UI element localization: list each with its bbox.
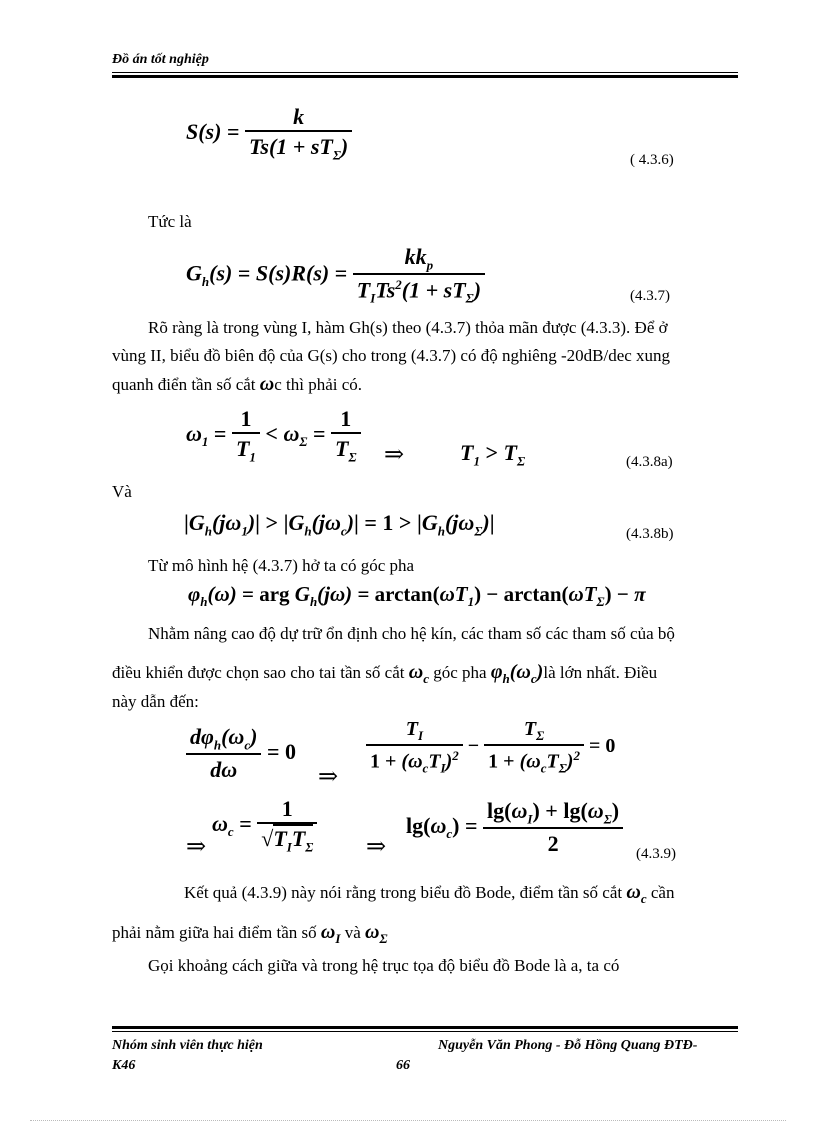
equation-4-3-9-log: $\lg(\omega_c)$ = $\frac{\lg(\omega_I) + \lg(\omega_\Sigma)}{2}$ bbox=[406, 798, 623, 857]
header-rule-thin bbox=[112, 72, 738, 73]
header-title: Đồ án tốt nghiệp bbox=[112, 52, 209, 67]
equation-4-3-9-derivative: $\frac{d\varphi_h(\omega_c)}{d\omega}$ = 0 bbox=[186, 724, 296, 783]
implies-arrow-2: ⇒ bbox=[318, 764, 339, 790]
implies-arrow-4: ⇒ bbox=[366, 834, 387, 860]
equation-4-3-8b: $|G_h(j\omega_1)| > |G_h(j\omega_c)| = 1 > |G_h(j\omega_\Sigma)|$ bbox=[184, 510, 495, 539]
header-rule-thick bbox=[112, 75, 738, 78]
paragraph-3-line-1: Nhằm nâng cao độ dự trữ ổn định cho hệ kín, các tham số các tham số của bộ bbox=[148, 624, 675, 643]
text-tuc-la: Tức là bbox=[148, 212, 192, 231]
footer-rule-thin bbox=[112, 1031, 738, 1032]
equation-4-3-8a: $\omega_1$ = $\frac{1}{T_1}$ < $\omega_\Sigma$ = $\frac{1}{T_\Sigma}$ bbox=[186, 406, 361, 465]
paragraph-5: Gọi khoảng cách giữa và trong hệ trục tọa độ biểu đồ Bode là a, ta có bbox=[148, 956, 620, 975]
equation-4-3-9-condition: $\frac{T_I}{1 + (\omega_cT_I)^2}$ − $\frac{T_\Sigma}{1 + (\omega_cT_\Sigma)^2}$ = 0 bbox=[366, 718, 615, 777]
equation-4-3-7: $G_h(s) = S(s)R(s)$ = $\frac{kk_p}{T_ITs^2(1 + sT_\Sigma)}$ bbox=[186, 244, 485, 307]
eq-number-4-3-8a: (4.3.8a) bbox=[626, 454, 673, 470]
paragraph-3-line-2: điều khiển được chọn sao cho tai tần số cắt $\omega_c$ góc pha $\varphi_h(\omega_c)là$ lớn nhất. Điều bbox=[112, 661, 658, 686]
paragraph-1-line-3-b: c thì phải có. bbox=[274, 375, 363, 394]
paragraph-1-line-3: quanh điển tần số cắt ωc thì phải có. bbox=[112, 373, 363, 395]
page-number: 66 bbox=[396, 1058, 410, 1073]
paragraph-3-line-2-a: điều khiển được chọn sao cho tai tần số cắt bbox=[112, 663, 409, 682]
paragraph-4-line-1-a: Kết quả (4.3.9) này nói rằng trong biểu đồ Bode, điểm tần số cắt bbox=[184, 883, 627, 902]
paragraph-4-line-2-a: phải nằm giữa hai điểm tần số bbox=[112, 923, 321, 942]
text-va: Và bbox=[112, 482, 132, 501]
implies-arrow-1: ⇒ bbox=[384, 442, 405, 468]
paragraph-1-line-2: vùng II, biểu đồ biên độ của G(s) cho trong (4.3.7) có độ nghiêng -20dB/dec xung bbox=[112, 346, 671, 365]
eq-number-4-3-9: (4.3.9) bbox=[636, 846, 676, 862]
paragraph-4-line-1-b: cần bbox=[646, 883, 675, 902]
paragraph-3-line-2-b: góc pha bbox=[428, 663, 491, 682]
paragraph-4-line-2-b: và bbox=[340, 923, 365, 942]
eq-number-4-3-6: ( 4.3.6) bbox=[630, 152, 674, 168]
paragraph-3-line-3: này dẫn đến: bbox=[112, 692, 199, 711]
equation-4-3-6: S(s) = $\frac{k}{Ts(1 + sT_\Sigma)}$ bbox=[186, 104, 352, 163]
paragraph-4-line-2: phải nằm giữa hai điểm tần số $\omega_I$ và $\omega_\Sigma$ bbox=[112, 921, 388, 946]
paragraph-4-line-1: Kết quả (4.3.9) này nói rằng trong biểu đồ Bode, điểm tần số cắt $\omega_c$ cần bbox=[184, 881, 675, 906]
footer-left-line-1: Nhóm sinh viên thực hiện bbox=[112, 1038, 263, 1053]
bottom-dotted-edge bbox=[30, 1120, 786, 1121]
equation-phase: $\varphi_h(\omega)$ = arg $G_h(j\omega) = \arctan(\omega T_1) - \arctan(\omega T_\Sigma) - \pi$ bbox=[188, 582, 646, 610]
footer-left-line-2: K46 bbox=[112, 1058, 136, 1073]
equation-4-3-8a-result: $T_1 > T_\Sigma$ bbox=[460, 440, 526, 469]
paragraph-1-line-1: Rõ ràng là trong vùng I, hàm Gh(s) theo (4.3.7) thỏa mãn được (4.3.3). Để ở bbox=[148, 318, 668, 337]
paragraph-3-line-2-c: là lớn nhất. Điều bbox=[543, 663, 658, 682]
footer-right: Nguyễn Văn Phong - Đỗ Hồng Quang ĐTĐ- bbox=[438, 1038, 698, 1053]
eq-number-4-3-7: (4.3.7) bbox=[630, 288, 670, 304]
equation-4-3-9-omega-c: $\omega_c$ = $\frac{1}{√T_IT_\Sigma}$ bbox=[212, 796, 317, 855]
footer-rule-thick bbox=[112, 1026, 738, 1029]
implies-arrow-3: ⇒ bbox=[186, 834, 207, 860]
paragraph-1-line-3-a: quanh điển tần số cắt bbox=[112, 375, 260, 394]
eq-number-4-3-8b: (4.3.8b) bbox=[626, 526, 674, 542]
paragraph-2: Từ mô hình hệ (4.3.7) hở ta có góc pha bbox=[148, 556, 415, 575]
